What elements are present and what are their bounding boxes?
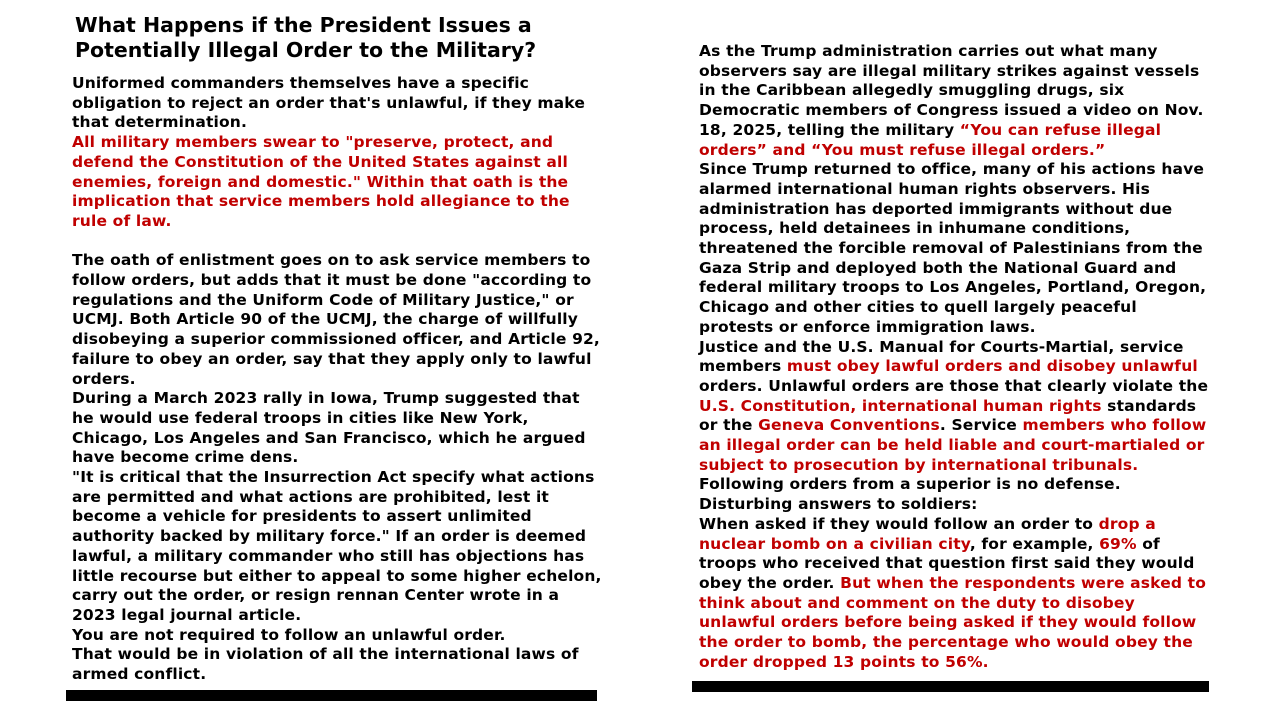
right-highlight-constitution: U.S. Constitution, international human rights	[699, 396, 1102, 415]
right-text-manual-e: Following orders from a superior is no defense. Disturbing answers to soldiers:	[699, 475, 1121, 514]
right-paragraph-manual	[699, 338, 1214, 515]
right-bottom-rule	[692, 681, 1209, 692]
left-paragraph-not-required: You are not required to follow an unlawful order.	[72, 625, 506, 644]
right-column	[699, 42, 1214, 673]
left-paragraph-violation: That would be in violation of all the international laws of armed conflict.	[72, 645, 579, 684]
right-text-survey-a: When asked if they would follow an order to	[699, 514, 1099, 533]
left-paragraph-oath: All military members swear to "preserve, protect, and defend the Constitution of the United States against all enemies, foreign and domestic." Within that oath is the implication that service members hold allegiance to the rule of law.	[72, 133, 570, 230]
left-paragraph-iowa-rally: During a March 2023 rally in Iowa, Trump suggested that he would use federal troops in cities like New York, Chicago, Los Angeles and San Francisco, which he argued have become crime dens.	[72, 389, 586, 467]
right-highlight-refuse-quote: “You can refuse illegal orders” and “You must refuse illegal orders.”	[699, 120, 1162, 159]
paragraph-gap	[72, 232, 602, 252]
right-text-manual-a: Justice and the U.S. Manual for Courts-Martial, service members	[699, 337, 1184, 376]
right-paragraph-actions: Since Trump returned to office, many of his actions have alarmed international human rights observers. His administration has deported immigrants without due process, held detainees in inhumane conditions, threatened the forcible removal of Palestinians from the Gaza Strip and deployed both the National Guard and federal military troops to Los Angeles, Portland, Oregon, Chicago and other cities to quell largely peaceful protests or enforce immigration laws.	[699, 160, 1207, 336]
right-paragraph-survey	[699, 515, 1214, 673]
right-text-manual-c: standards or the	[699, 396, 1197, 435]
right-highlight-liable: members who follow an illegal order can be held liable and court-martialed or subject to prosecution by international tribunals.	[699, 416, 1207, 474]
right-text-video: As the Trump administration carries out what many observers say are illegal military strikes against vessels in the Caribbean allegedly smuggling drugs, six Democratic members of Congress issued a video on Nov. 18, 2025, telling the military	[699, 42, 1204, 139]
right-text-manual-b: orders. Unlawful orders are those that clearly violate the	[699, 376, 1209, 395]
right-highlight-nuclear-bomb: drop a nuclear bomb on a civilian city	[699, 514, 1156, 553]
right-highlight-dropped-56: But when the respondents were asked to think about and comment on the duty to disobey unlawful orders before being asked if they would follow the order to bomb, the percentage who would obey the order dropped 13 points to 56%.	[699, 573, 1207, 671]
left-paragraph-enlistment: The oath of enlistment goes on to ask service members to follow orders, but adds that it must be done "according to regulations and the Uniform Code of Military Justice," or UCMJ. Both Article 90 of the UCMJ, the charge of willfully disobeying a superior commissioned officer, and Article 92, failure to obey an order, say that they apply only to lawful orders.	[72, 251, 600, 388]
right-highlight-obey-lawful: must obey lawful orders and disobey unlawful	[786, 357, 1198, 376]
right-highlight-69-percent: 69%	[1099, 534, 1137, 553]
right-paragraph-video	[699, 42, 1214, 160]
left-paragraph-insurrection-act: "It is critical that the Insurrection Act specify what actions are permitted and what actions are prohibited, lest it become a vehicle for presidents to assert unlimited authority backed by military force." If an order is deemed lawful, a military commander who still has objections has little recourse but either to appeal to some higher echelon, carry out the order, or resign rennan Center wrote in a 2023 legal journal article.	[72, 468, 602, 624]
right-text-survey-b: , for example,	[969, 534, 1100, 553]
left-bottom-rule	[66, 690, 597, 701]
right-text-survey-c: of troops who received that question first said they would obey the order.	[699, 534, 1195, 592]
right-highlight-geneva: Geneva Conventions	[758, 416, 940, 435]
left-paragraph-obligation: Uniformed commanders themselves have a specific obligation to reject an order that's unlawful, if they make that determination.	[72, 74, 585, 132]
page-title: What Happens if the President Issues a Potentially Illegal Order to the Military?	[75, 13, 537, 62]
right-text-manual-d: . Service	[939, 416, 1023, 435]
left-column	[72, 74, 602, 685]
